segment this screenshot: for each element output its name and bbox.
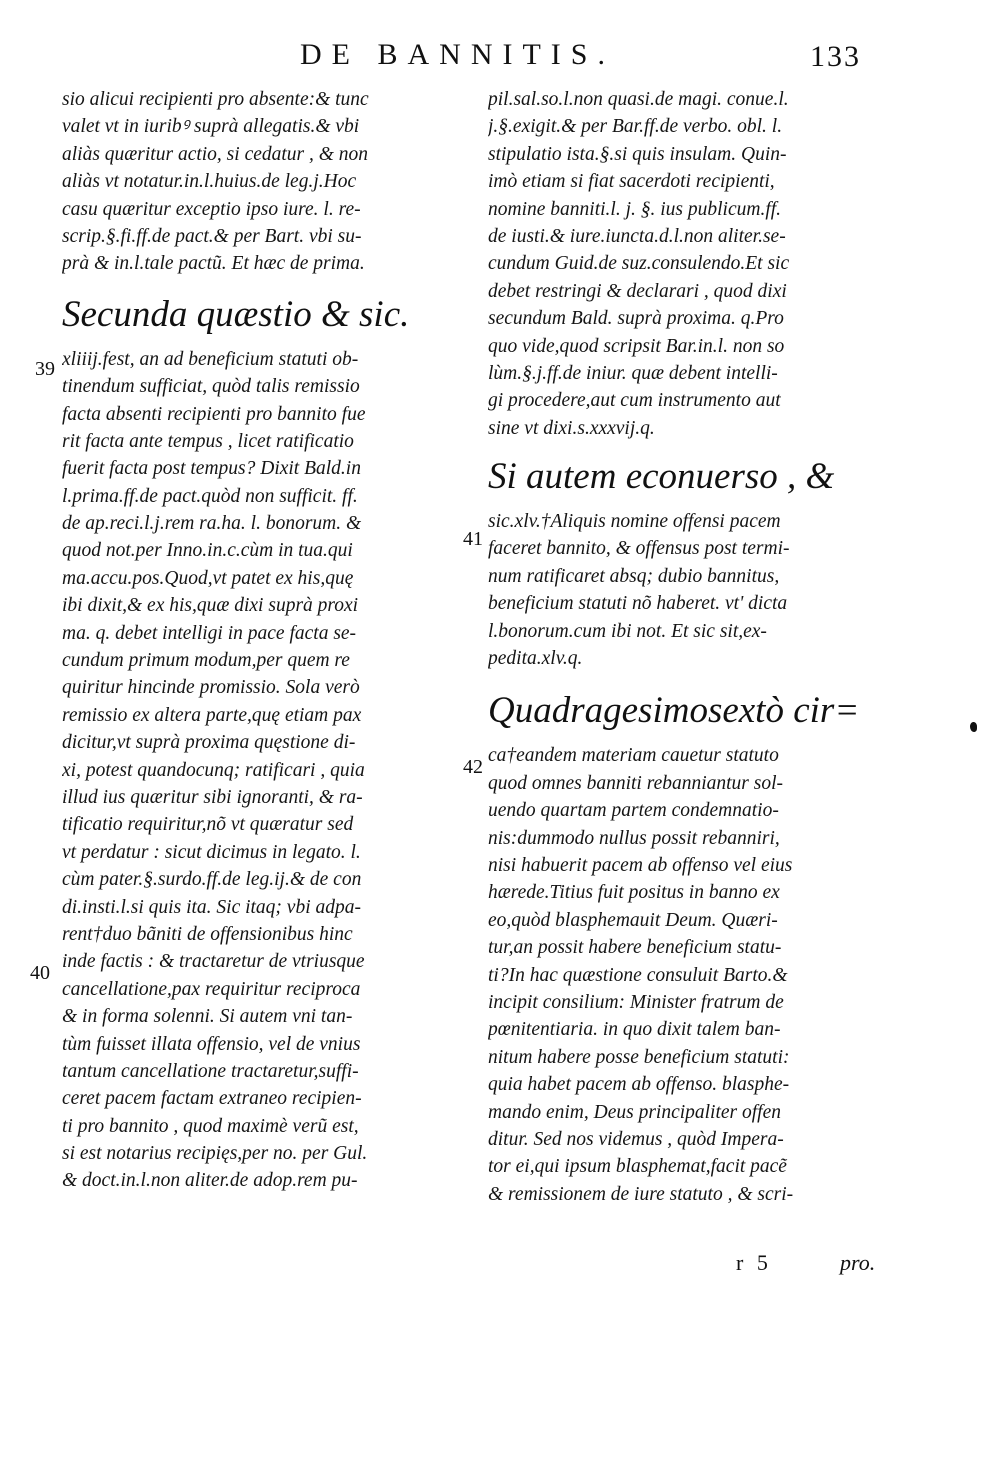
catchword: pro. (840, 1250, 876, 1275)
text-line: inde factis : & tractaretur de vtriusque (62, 951, 365, 973)
text-line: beneficium statuti nõ haberet. vt' dicta (488, 593, 788, 615)
text-line: nomine banniti.l. j. §. ius publicum.ff. (488, 198, 782, 220)
text-line: fuerit facta post tempus? Dixit Bald.in (62, 458, 361, 480)
text-line: tinendum sufficiat, quòd talis remissio (62, 376, 360, 398)
text-line: mando enim, Deus principaliter offen (488, 1101, 782, 1123)
text-line: tur,an possit habere beneficium statu- (488, 937, 782, 959)
text-line: j.§.exigit.& per Bar.ff.de verbo. obl. l. (488, 116, 783, 138)
text-line: gi procedere,aut cum instrumento aut (488, 390, 781, 412)
text-line: vt perdatur : sicut dicimus in legato. l. (62, 841, 361, 863)
text-line: ceret pacem factam extraneo recipien- (62, 1088, 362, 1110)
section-heading-quadragesimosexto: Quadragesimosextò cir= (488, 690, 860, 732)
text-line: quia habet pacem ab offenso. blasphe- (488, 1074, 790, 1096)
text-line: cancellatione,pax requiritur reciproca (62, 978, 361, 1000)
right-text-block-a (488, 86, 898, 442)
text-line: di.insti.l.si quis ita. Sic itaq; vbi adpa- (62, 896, 361, 918)
text-line: xliiij.fest, an ad beneficium statuti ob- (62, 348, 359, 370)
text-line: ma. q. debet intelligi in pace facta se- (62, 622, 357, 644)
text-line: aliàs quæritur actio, si cedatur , & non (62, 143, 369, 165)
text-line: & doct.in.l.non aliter.de adop.rem pu- (62, 1170, 358, 1192)
text-line: incipit consilium: Minister fratrum de (488, 991, 784, 1013)
right-text-block-b (488, 508, 898, 672)
text-line: cundum primum modum,per quem re (62, 650, 350, 672)
text-line: uendo quartam partem condemnatio- (488, 800, 779, 822)
text-line: prà & in.l.tale pactũ. Et hæc de prima. (62, 253, 365, 275)
left-text-block-a (62, 86, 458, 278)
text-line: casu quæritur exceptio ipso iure. l. re- (62, 198, 361, 220)
text-line: remissio ex altera parte,quę etiam pax (62, 704, 362, 726)
text-line: quo vide,quod scripsit Bar.in.l. non so (488, 335, 785, 357)
text-line: l.bonorum.cum ibi not. Et sic sit,ex- (488, 620, 767, 642)
page-number: 133 (810, 40, 861, 73)
text-line: rent†duo bãniti de offensionibus hinc (62, 923, 353, 945)
text-line: xi, potest quandocunq; ratificari , quia (62, 759, 365, 781)
text-line: scrip.§.fi.ff.de pact.& per Bart. vbi su- (62, 225, 362, 247)
text-line: sine vt dixi.s.xxxvij.q. (488, 417, 655, 439)
text-line: stipulatio ista.§.si quis insulam. Quin- (488, 143, 787, 165)
text-line: lùm.§.j.ff.de iniur. quæ debent intelli- (488, 362, 778, 384)
left-text-block-b (62, 346, 458, 1195)
text-line: ti?In hac quæstione consuluit Barto.& (488, 964, 788, 986)
text-line: pedita.xlv.q. (488, 648, 583, 670)
section-heading-secunda: Secunda quæstio & sic. (62, 293, 410, 335)
signature-mark: r 5 (736, 1250, 772, 1275)
text-line: hærede.Titius fuit positus in banno ex (488, 882, 780, 904)
text-line: nis:dummodo nullus possit rebanniri, (488, 827, 780, 849)
running-head: DE BANNITIS. (300, 38, 615, 71)
text-line: de iusti.& iure.iuncta.d.l.non aliter.se- (488, 225, 786, 247)
text-line: ca†eandem materiam cauetur statuto (488, 745, 779, 767)
text-line: facta absenti recipienti pro bannito fue (62, 403, 366, 425)
text-line: tùm fuisset illata offensio, vel de vnius (62, 1033, 361, 1055)
text-line: ma.accu.pos.Quod,vt patet ex his,quę (62, 567, 354, 589)
margin-number-40: 40 (30, 962, 50, 984)
text-line: cundum Guid.de suz.consulendo.Et sic (488, 253, 790, 275)
right-text-block-c (488, 742, 898, 1208)
text-line: nisi habuerit pacem ab offenso vel eius (488, 854, 793, 876)
text-line: pil.sal.so.l.non quasi.de magi. conue.l. (488, 89, 789, 110)
margin-number-41: 41 (463, 528, 483, 550)
text-line: aliàs vt notatur.in.l.huius.de leg.j.Hoc (62, 171, 357, 193)
section-heading-si-autem: Si autem econuerso , & (488, 456, 835, 498)
text-line: si est notarius recipięs,per no. per Gul. (62, 1143, 368, 1165)
text-line: secundum Bald. suprà proxima. q.Pro (488, 308, 784, 330)
text-line: tantum cancellatione tractaretur,suffi- (62, 1060, 359, 1082)
text-line: cùm pater.§.surdo.ff.de leg.ij.& de con (62, 869, 362, 891)
text-line: ibi dixit,& ex his,quæ dixi suprà proxi (62, 595, 359, 617)
text-line: eo,quòd blasphemauit Deum. Quæri- (488, 909, 778, 931)
text-line: ti pro bannito , quod maximè verũ est, (62, 1115, 359, 1137)
text-line: quiritur hincinde promissio. Sola verò (62, 677, 360, 699)
text-line: tificatio requiritur,nõ vt quæratur sed (62, 814, 354, 836)
margin-number-42: 42 (463, 756, 483, 778)
ink-speck (970, 722, 977, 732)
text-line: l.prima.ff.de pact.quòd non sufficit. ff. (62, 485, 358, 507)
text-line: tor ei,qui ipsum blasphemat,facit pacẽ (488, 1156, 787, 1178)
text-line: & in forma solenni. Si autem vni tan- (62, 1006, 353, 1028)
text-line: illud ius quæritur sibi ignoranti, & ra- (62, 786, 363, 808)
text-line: dicitur,vt suprà proxima quęstione di- (62, 732, 356, 754)
right-column (488, 86, 898, 1276)
left-column (62, 86, 458, 1246)
text-line: faceret bannito, & offensus post termi- (488, 538, 790, 560)
text-line: num ratificaret absq; dubio bannitus, (488, 565, 780, 587)
text-line: quod omnes banniti rebanniantur sol- (488, 772, 784, 794)
text-line: nitum habere posse beneficium statuti: (488, 1046, 790, 1068)
text-line: rit facta ante tempus , licet ratificatio (62, 430, 354, 452)
margin-number-39: 39 (35, 358, 55, 380)
text-line: imò etiam si fiat sacerdoti recipienti, (488, 171, 775, 193)
text-line: sio alicui recipienti pro absente:& tunc (62, 89, 369, 110)
text-line: debet restringi & declarari , quod dixi (488, 280, 787, 302)
text-line: pœnitentiaria. in quo dixit talem ban- (488, 1019, 781, 1041)
text-line: & remissionem de iure statuto , & scri- (488, 1183, 794, 1205)
text-line: de ap.reci.l.j.rem ra.ha. l. bonorum. & (62, 513, 362, 535)
text-line: valet vt in iuribꝰ suprà allegatis.& vbi (62, 116, 360, 138)
text-line: quod not.per Inno.in.c.cùm in tua.qui (62, 540, 353, 562)
text-line: sic.xlv.†Aliquis nomine offensi pacem (488, 511, 781, 533)
text-line: ditur. Sed nos videmus , quòd Impera- (488, 1128, 784, 1150)
